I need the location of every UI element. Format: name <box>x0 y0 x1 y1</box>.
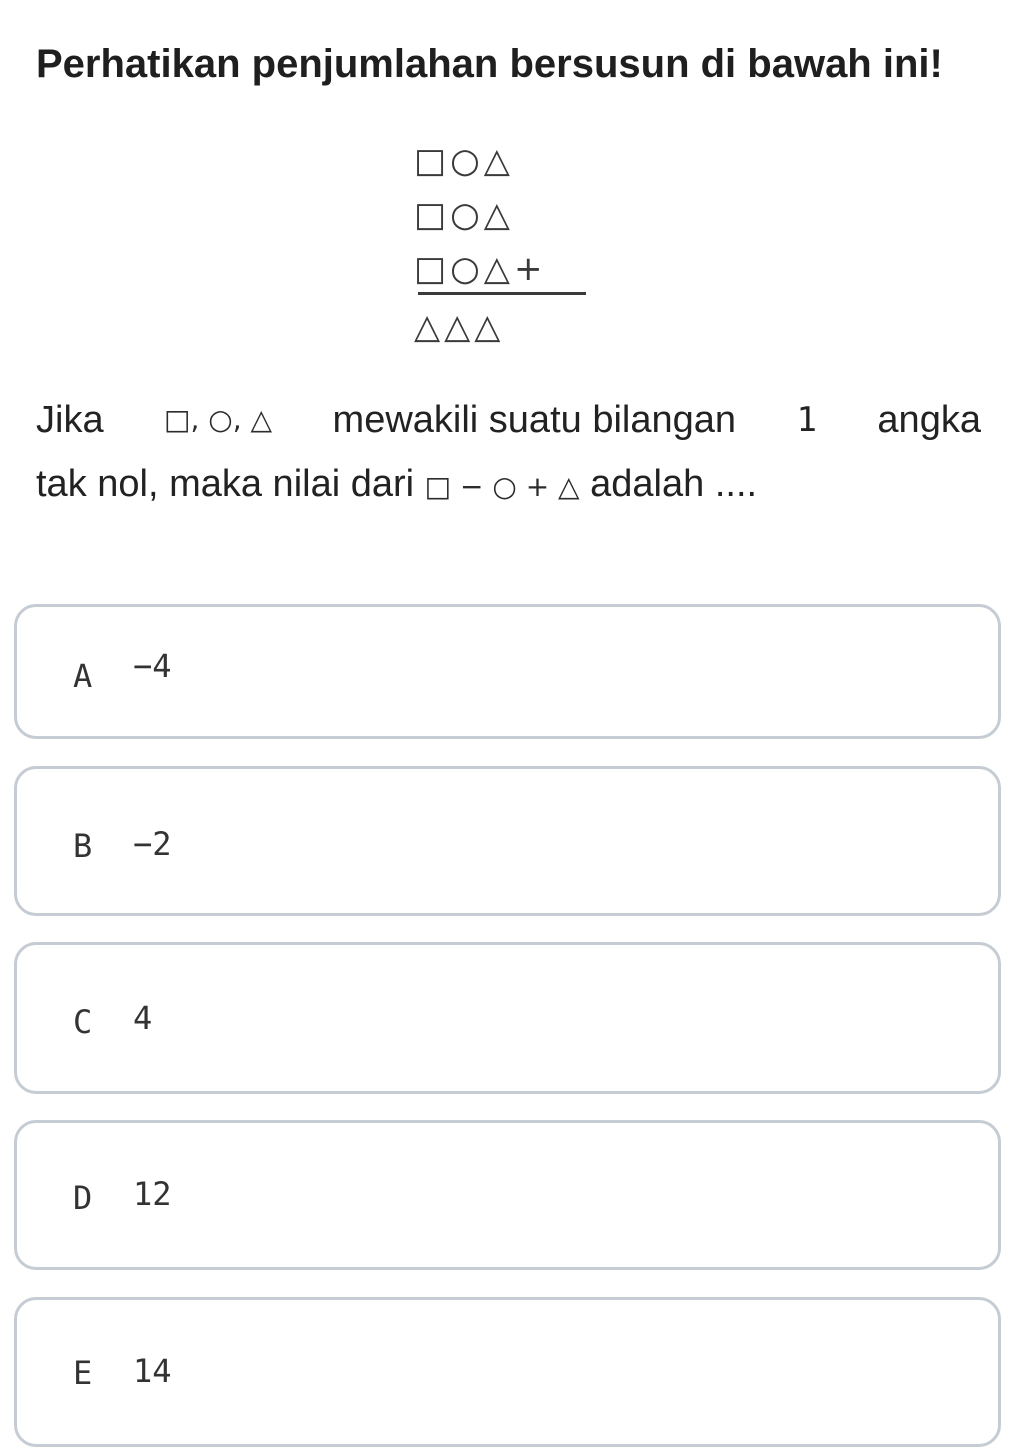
option-letter: B <box>73 827 93 865</box>
option-value: −2 <box>133 825 172 863</box>
option-value: 14 <box>133 1352 172 1390</box>
sum-divider-line <box>418 292 586 295</box>
option-d[interactable] <box>14 1120 1001 1270</box>
option-letter: E <box>73 1354 93 1392</box>
symbol-list: □, ○, △ <box>164 403 273 436</box>
digit-one: 1 <box>796 400 817 440</box>
line2-end: adalah .... <box>590 463 758 505</box>
option-value: 4 <box>133 999 153 1037</box>
option-a[interactable] <box>14 604 1001 739</box>
addend-row-3: □○△+ <box>414 249 547 289</box>
line1-rest: mewakili suatu bilangan <box>332 399 736 441</box>
addend-row-1: □○△ <box>414 141 514 181</box>
sum-result-row: △△△ <box>414 307 505 347</box>
option-letter: A <box>73 657 93 695</box>
line2-start: tak nol, maka nilai dari <box>36 463 415 505</box>
word-jika: Jika <box>36 399 104 441</box>
column-addition-puzzle <box>414 136 594 356</box>
option-e[interactable] <box>14 1297 1001 1447</box>
option-letter: D <box>73 1179 93 1217</box>
symbol-expression: □ − ○ + △ <box>424 470 580 503</box>
question-line-1 <box>36 388 981 452</box>
question-text <box>36 388 991 519</box>
question-title: Perhatikan penjumlahan bersusun di bawah ini! <box>36 42 943 86</box>
option-value: 12 <box>133 1175 172 1213</box>
option-c[interactable] <box>14 942 1001 1094</box>
word-angka: angka <box>877 399 981 441</box>
option-letter: C <box>73 1003 93 1041</box>
option-value: −4 <box>133 647 172 685</box>
option-b[interactable] <box>14 766 1001 916</box>
question-line-2 <box>36 452 991 519</box>
addend-row-2: □○△ <box>414 195 514 235</box>
